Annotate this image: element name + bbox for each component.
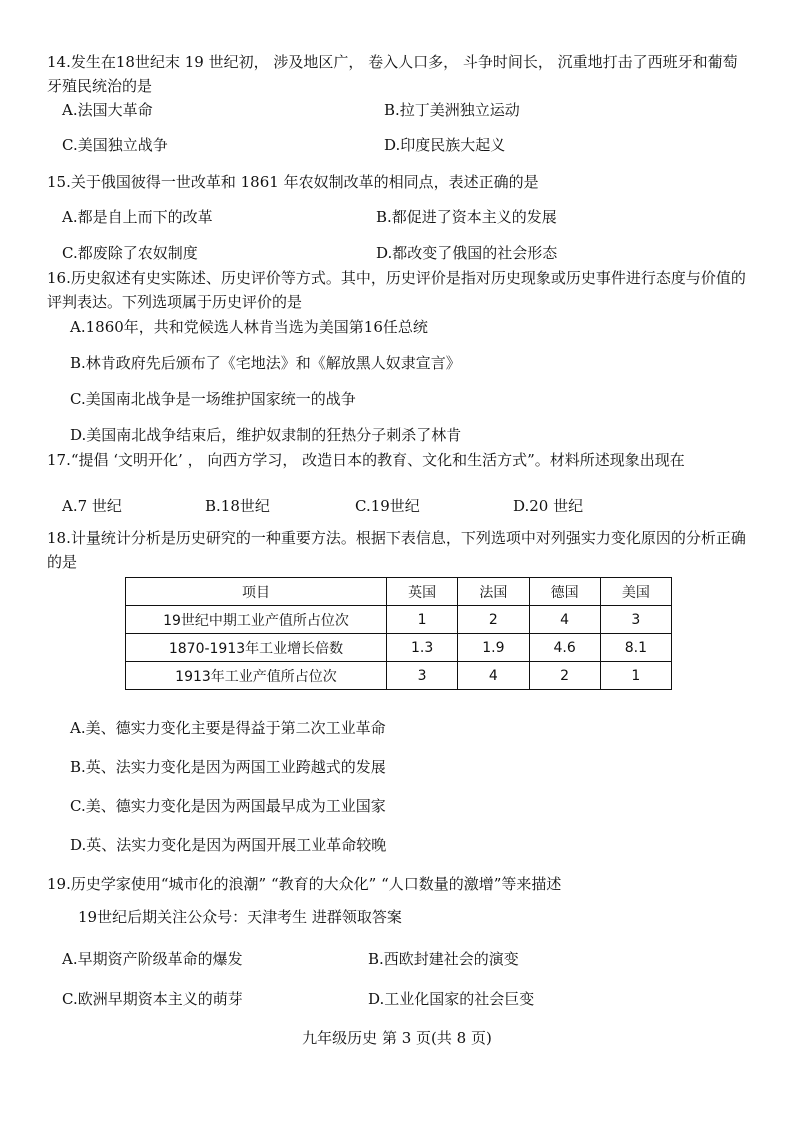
table-row [126, 662, 672, 690]
question-17-option-c: C.19世纪 [355, 497, 420, 515]
question-14-stem: 14.发生在18世纪末 19 世纪初， 涉及地区广， 卷入人口多， 斗争时间长， 沉重地打击了西班牙和葡萄牙殖民统治的是 [47, 53, 738, 95]
table-cell: 2 [458, 606, 529, 634]
question-18-option-d: D.英、法实力变化是因为两国开展工业革命较晚 [70, 836, 387, 854]
question-17-stem: 17.“提倡 ‘文明开化’ ， 向西方学习， 改造日本的教育、文化和生活方式”。材料所述现象出现在 [47, 451, 685, 469]
question-14-option-b: B.拉丁美洲独立运动 [384, 101, 520, 119]
table-cell: 4 [529, 606, 600, 634]
table-cell: 1 [387, 606, 458, 634]
question-16-option-a: A.1860年，共和党候选人林肯当选为美国第16任总统 [70, 318, 428, 336]
question-18-option-c: C.美、德实力变化是因为两国最早成为工业国家 [70, 797, 386, 815]
question-18-option-a: A.美、德实力变化主要是得益于第二次工业革命 [70, 719, 386, 737]
table-header-row [126, 578, 672, 606]
wechat-notice: 19世纪后期关注公众号：天津考生 进群领取答案 [78, 908, 402, 926]
question-19-stem: 19.历史学家使用“城市化的浪潮” “教育的大众化” “人口数量的激增”等来描述 [47, 875, 562, 893]
question-15-stem: 15.关于俄国彼得一世改革和 1861 年农奴制改革的相同点，表述正确的是 [47, 173, 539, 191]
question-16-stem: 16.历史叙述有史实陈述、历史评价等方式。其中，历史评价是指对历史现象或历史事件进行态度与价值的评判表达。下列选项属于历史评价的是 [47, 269, 746, 311]
table-header-cell: 德国 [529, 578, 600, 606]
table-header-cell: 法国 [458, 578, 529, 606]
question-16-option-c: C.美国南北战争是一场维护国家统一的战争 [70, 390, 356, 408]
table-row [126, 606, 672, 634]
table-header-cell: 美国 [600, 578, 671, 606]
table-cell: 8.1 [600, 634, 671, 662]
question-14-option-a: A.法国大革命 [62, 101, 153, 119]
table-cell: 1.9 [458, 634, 529, 662]
question-15-option-c: C.都废除了农奴制度 [62, 244, 198, 262]
table-cell: 4.6 [529, 634, 600, 662]
question-18-option-b: B.英、法实力变化是因为两国工业跨越式的发展 [70, 758, 386, 776]
table-row [126, 634, 672, 662]
table-cell: 3 [387, 662, 458, 690]
industry-statistics-table [125, 577, 672, 690]
table-cell: 3 [600, 606, 671, 634]
question-19-option-a: A.早期资产阶级革命的爆发 [62, 950, 243, 968]
question-19-option-d: D.工业化国家的社会巨变 [368, 990, 535, 1008]
question-19-option-c: C.欧洲早期资本主义的萌芽 [62, 990, 243, 1008]
question-17-option-b: B.18世纪 [205, 497, 270, 515]
table-cell: 4 [458, 662, 529, 690]
question-14-option-c: C.美国独立战争 [62, 136, 168, 154]
question-17-option-a: A.7 世纪 [62, 497, 122, 515]
table-cell: 1 [600, 662, 671, 690]
question-15-option-d: D.都改变了俄国的社会形态 [376, 244, 558, 262]
page-footer: 九年级历史 第 3 页(共 8 页) [302, 1029, 492, 1047]
question-18-stem: 18.计量统计分析是历史研究的一种重要方法。根据下表信息，下列选项中对列强实力变化原因的分析正确的是 [47, 529, 746, 571]
question-15-option-a: A.都是自上而下的改革 [62, 208, 213, 226]
table-header-cell: 项目 [126, 578, 387, 606]
table-cell: 19世纪中期工业产值所占位次 [126, 606, 387, 634]
table-header-cell: 英国 [387, 578, 458, 606]
question-14-option-d: D.印度民族大起义 [384, 136, 506, 154]
question-16-option-d: D.美国南北战争结束后，维护奴隶制的狂热分子刺杀了林肯 [70, 426, 462, 444]
question-16-option-b: B.林肯政府先后颁布了《宅地法》和《解放黑人奴隶宣言》 [70, 354, 461, 372]
table-cell: 2 [529, 662, 600, 690]
question-17-option-d: D.20 世纪 [513, 497, 584, 515]
table-cell: 1.3 [387, 634, 458, 662]
table-cell: 1913年工业产值所占位次 [126, 662, 387, 690]
question-15-option-b: B.都促进了资本主义的发展 [376, 208, 557, 226]
table-cell: 1870-1913年工业增长倍数 [126, 634, 387, 662]
question-19-option-b: B.西欧封建社会的演变 [368, 950, 519, 968]
